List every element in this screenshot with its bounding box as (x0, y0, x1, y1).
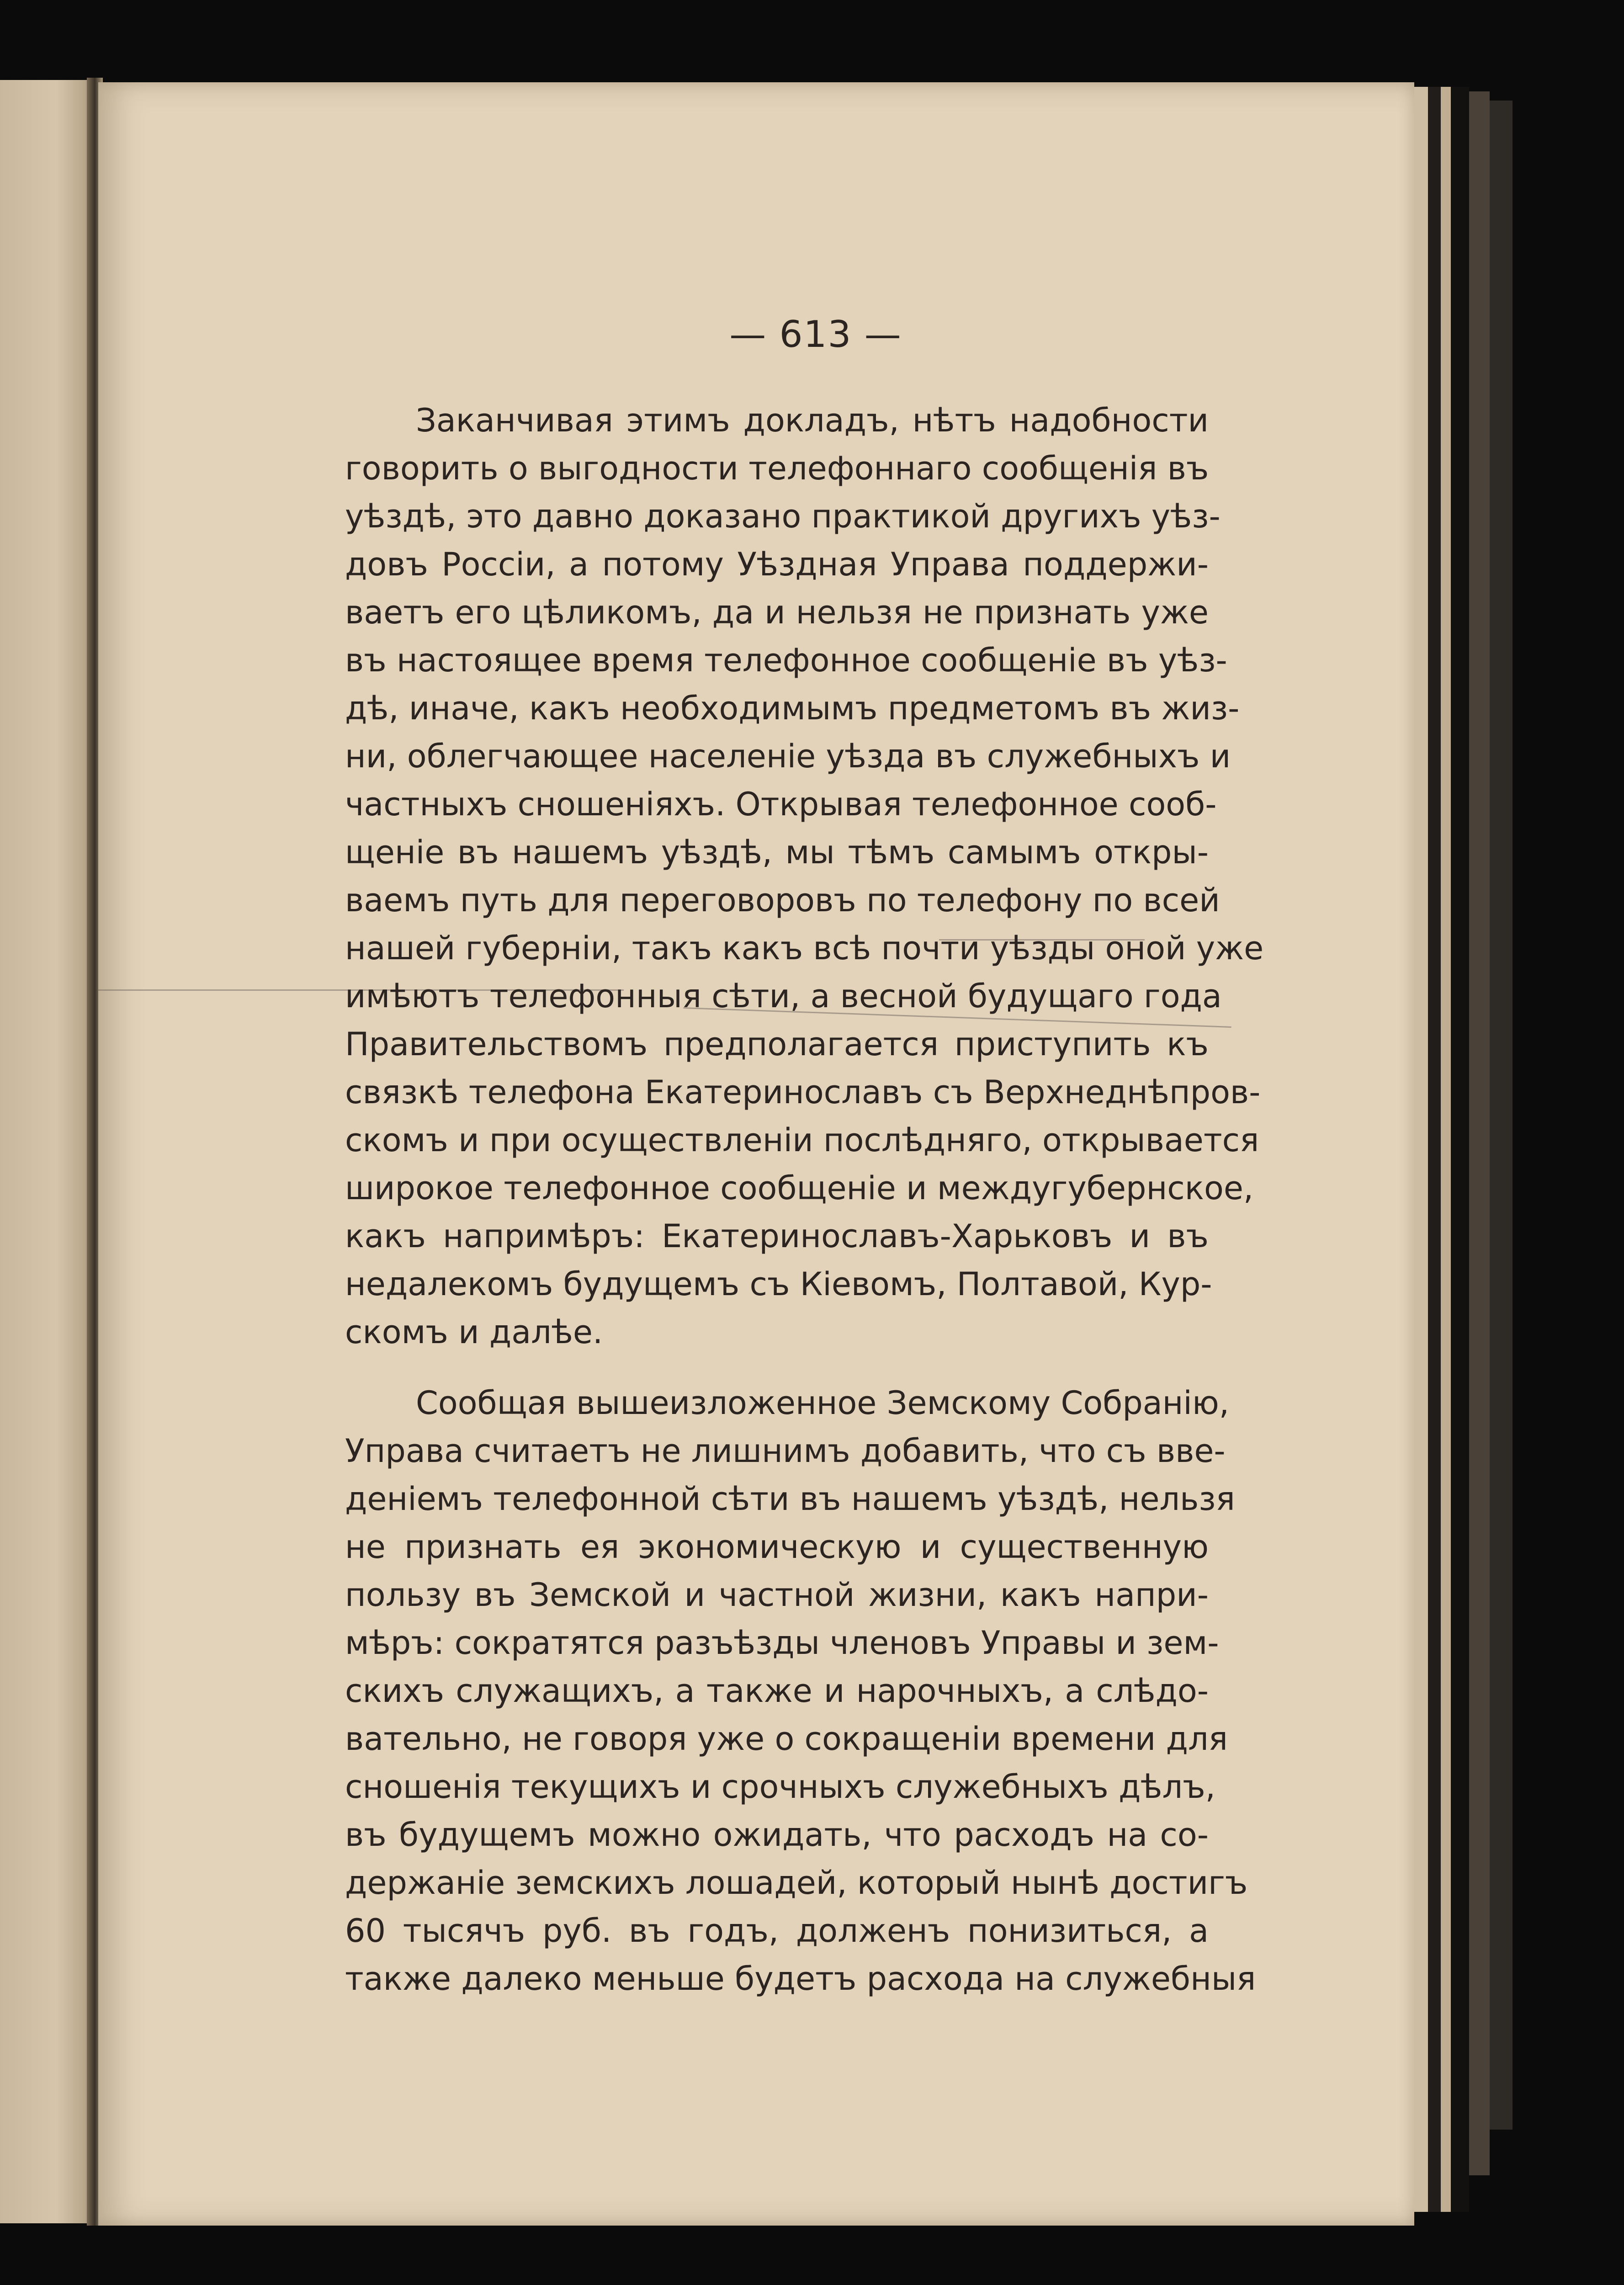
text-line: въ настоящее время телефонное сообщеніе въ уѣз- (345, 642, 1227, 679)
text-line: связкѣ телефона Екатеринославъ съ Верхнеднѣпров- (345, 1073, 1261, 1111)
book-cover-edge (1469, 91, 1490, 2175)
book-cover-edge (1490, 101, 1513, 2130)
text-line: щеніе въ нашемъ уѣздѣ, мы тѣмъ самымъ откры- (345, 834, 1209, 871)
text-line: сношенія текущихъ и срочныхъ служебныхъ дѣлъ, (345, 1768, 1215, 1806)
text-line: Управа считаетъ не лишнимъ добавить, что съ вве- (345, 1432, 1226, 1470)
text-line: недалекомъ будущемъ съ Кіевомъ, Полтавой, Кур- (345, 1265, 1212, 1303)
text-line: уѣздѣ, это давно доказано практикой другихъ уѣз- (345, 498, 1221, 535)
text-line: въ будущемъ можно ожидать, что расходъ на со- (345, 1816, 1209, 1854)
text-line: какъ напримѣръ: Екатеринославъ-Харьковъ и въ (345, 1217, 1209, 1255)
page-number: — 613 — (729, 313, 902, 356)
page-stack-edge (1414, 87, 1428, 2212)
text-line: частныхъ сношеніяхъ. Открывая телефонное сооб- (345, 786, 1217, 823)
text-line: нашей губерніи, такъ какъ всѣ почти уѣзды оной уже (345, 930, 1264, 967)
text-line: ни, облегчающее населеніе уѣзда въ служебныхъ и (345, 738, 1231, 775)
text-line: говорить о выгодности телефоннаго сообщенія въ (345, 450, 1209, 487)
text-line: деніемъ телефонной сѣти въ нашемъ уѣздѣ, нельзя (345, 1480, 1235, 1518)
text-line: также далеко меньше будетъ расхода на служебныя (345, 1960, 1256, 1998)
text-line: Правительствомъ предполагается приступить къ (345, 1026, 1209, 1063)
text-line: дѣ, иначе, какъ необходимымъ предметомъ въ жиз- (345, 690, 1240, 727)
text-line: пользу въ Земской и частной жизни, какъ напри- (345, 1576, 1209, 1614)
text-line: вательно, не говоря уже о сокращеніи времени для (345, 1720, 1228, 1758)
text-line: ваемъ путь для переговоровъ по телефону по всей (345, 882, 1220, 919)
text-line: имѣютъ телефонныя сѣти, а весной будущаго года (345, 978, 1222, 1015)
text-line: скомъ и при осуществленіи послѣдняго, открывается (345, 1121, 1259, 1159)
text-line: Заканчивая этимъ докладъ, нѣтъ надобности (416, 402, 1209, 439)
left-page-edge (0, 80, 94, 2223)
text-line: мѣръ: сократятся разъѣзды членовъ Управы и зем- (345, 1624, 1219, 1662)
text-line: не признать ея экономическую и существенную (345, 1528, 1209, 1566)
text-line: 60 тысячъ руб. въ годъ, долженъ понизиться, а (345, 1912, 1209, 1950)
text-line: держаніе земскихъ лошадей, который нынѣ достигъ (345, 1864, 1248, 1902)
page-stack-edge (1441, 87, 1451, 2212)
page-stack-edge (1428, 87, 1441, 2212)
page-stack-edge (1451, 87, 1469, 2212)
book-page (98, 82, 1414, 2226)
text-line: широкое телефонное сообщеніе и междугубернское, (345, 1169, 1254, 1207)
text-line: ваетъ его цѣликомъ, да и нельзя не признать уже (345, 594, 1209, 631)
text-line: Сообщая вышеизложенное Земскому Собранію, (416, 1384, 1230, 1422)
text-line: довъ Россіи, а потому Уѣздная Управа поддержи- (345, 546, 1209, 583)
text-line: скихъ служащихъ, а также и нарочныхъ, а слѣдо- (345, 1672, 1209, 1710)
text-line: скомъ и далѣе. (345, 1313, 603, 1351)
